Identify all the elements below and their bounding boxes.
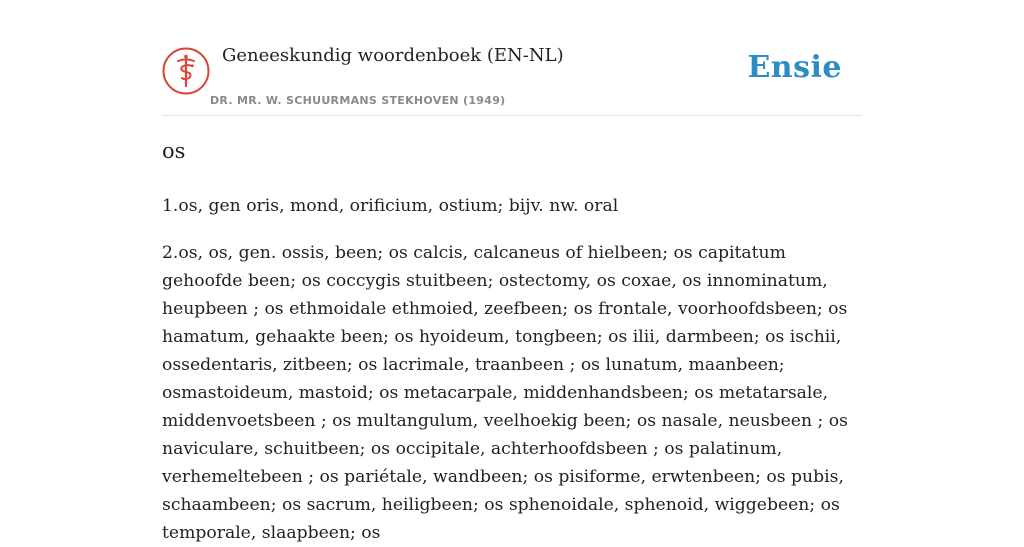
brand-logo[interactable]: Ensie	[747, 50, 842, 85]
header-divider	[162, 115, 862, 116]
dictionary-title[interactable]: Geneeskundig woordenboek (EN-NL)	[222, 45, 564, 66]
definition-1: 1.os, gen oris, mond, orificium, ostium; bijv. nw. oral	[162, 196, 619, 216]
dictionary-author: DR. MR. W. SCHUURMANS STEKHOVEN (1949)	[210, 94, 506, 107]
definition-2: 2.os, os, gen. ossis, been; os calcis, calcaneus of hielbeen; os capitatum gehoofde been; os coccygis stuitbeen; ostectomy, os coxae, os innominatum, heupbeen ; os ethmoidale ethmoied, zeefbeen; os frontale, voorhoofdsbeen; os hamatum, gehaakte been; os hyoideum, tongbeen; os ilii, darmbeen; os ischii, ossedentaris, zitbeen; os lacrimale, traanbeen ; os lunatum, maanbeen; osmastoideum, mastoid; os metacarpale, middenhandsbeen; os metatarsale, middenvoetsbeen ; os multangulum, veelhoekig been; os nasale, neusbeen ; os naviculare, schuitbeen; os occipitale, achterhoofdsbeen ; os palatinum, verhemeltebeen ; os pariétale, wandbeen; os pisiforme, erwtenbeen; os pubis, schaambeen; os sacrum, heiligbeen; os sphenoidale, sphenoid, wiggebeen; os temporale, slaapbeen; os	[162, 243, 848, 543]
entry-headword: os	[162, 139, 186, 163]
caduceus-icon[interactable]	[162, 47, 210, 95]
